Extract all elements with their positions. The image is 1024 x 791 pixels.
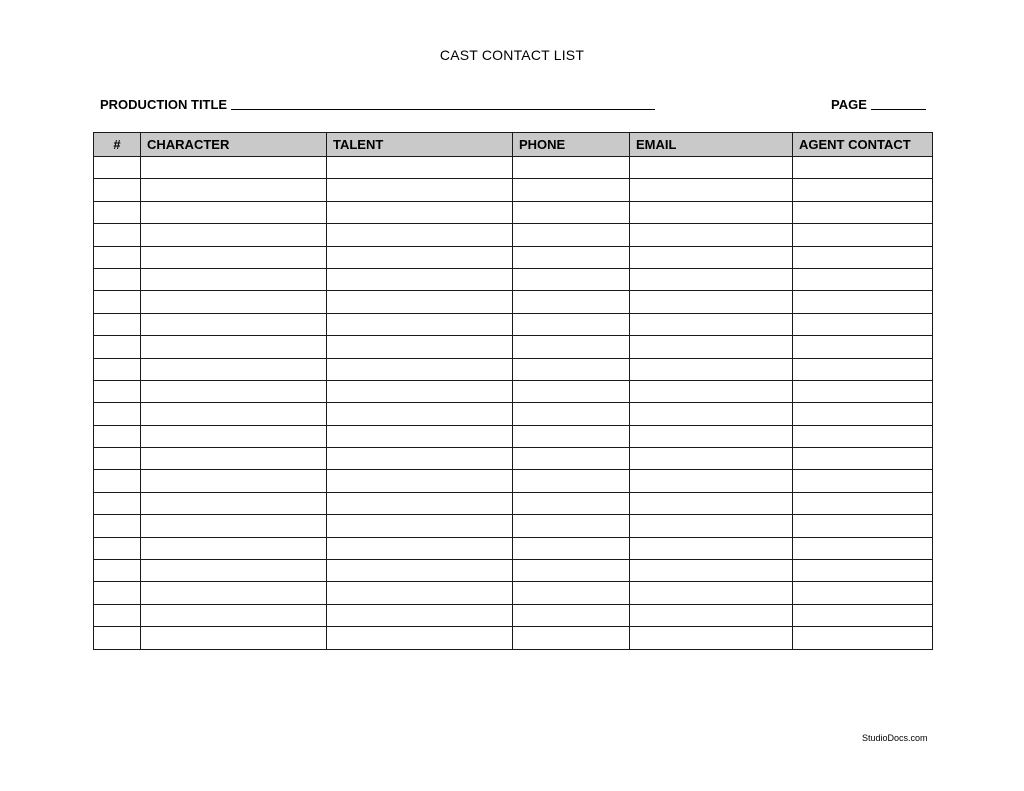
cast-contact-table: [93, 132, 933, 650]
cell-number[interactable]: [94, 268, 141, 290]
cell-phone[interactable]: [513, 201, 630, 223]
cell-phone[interactable]: [513, 246, 630, 268]
table-row: [94, 582, 933, 604]
cell-agent-contact[interactable]: [793, 179, 933, 201]
cell-agent-contact[interactable]: [793, 380, 933, 402]
cell-number[interactable]: [94, 380, 141, 402]
table-header-row: [94, 133, 933, 157]
header-character: CHARACTER: [141, 133, 327, 157]
cell-agent-contact[interactable]: [793, 358, 933, 380]
table-row: [94, 515, 933, 537]
cell-character[interactable]: [141, 358, 327, 380]
cell-phone[interactable]: [513, 582, 630, 604]
cell-talent[interactable]: [327, 537, 513, 559]
cell-email[interactable]: [630, 291, 793, 313]
cell-number[interactable]: [94, 448, 141, 470]
production-title-field: [100, 94, 655, 112]
cell-number[interactable]: [94, 291, 141, 313]
cell-email[interactable]: [630, 560, 793, 582]
page-number-blank[interactable]: [871, 95, 926, 110]
cell-number[interactable]: [94, 425, 141, 447]
cell-character[interactable]: [141, 470, 327, 492]
cell-agent-contact[interactable]: [793, 492, 933, 514]
cell-phone[interactable]: [513, 291, 630, 313]
cell-agent-contact[interactable]: [793, 336, 933, 358]
cell-talent[interactable]: [327, 224, 513, 246]
cell-phone[interactable]: [513, 470, 630, 492]
cell-character[interactable]: [141, 291, 327, 313]
cell-email[interactable]: [630, 403, 793, 425]
cell-phone[interactable]: [513, 425, 630, 447]
cell-agent-contact[interactable]: [793, 515, 933, 537]
cell-character[interactable]: [141, 425, 327, 447]
table-row: [94, 358, 933, 380]
cell-talent[interactable]: [327, 358, 513, 380]
cell-agent-contact[interactable]: [793, 224, 933, 246]
cell-email[interactable]: [630, 470, 793, 492]
cell-email[interactable]: [630, 201, 793, 223]
cell-character[interactable]: [141, 268, 327, 290]
cell-talent[interactable]: [327, 201, 513, 223]
cell-character[interactable]: [141, 604, 327, 626]
cell-character[interactable]: [141, 492, 327, 514]
table-row: [94, 403, 933, 425]
cell-character[interactable]: [141, 448, 327, 470]
header-agent-contact: AGENT CONTACT: [793, 133, 933, 157]
cell-email[interactable]: [630, 358, 793, 380]
cell-agent-contact[interactable]: [793, 246, 933, 268]
cell-character[interactable]: [141, 179, 327, 201]
table-body: [94, 157, 933, 650]
cell-number[interactable]: [94, 246, 141, 268]
table-row: [94, 246, 933, 268]
cell-agent-contact[interactable]: [793, 291, 933, 313]
cell-talent[interactable]: [327, 268, 513, 290]
cell-talent[interactable]: [327, 313, 513, 335]
cell-phone[interactable]: [513, 448, 630, 470]
header-talent: TALENT: [327, 133, 513, 157]
footer-brand: StudioDocs.com: [862, 733, 928, 743]
table-row: [94, 425, 933, 447]
cell-email[interactable]: [630, 425, 793, 447]
cell-talent[interactable]: [327, 560, 513, 582]
cell-character[interactable]: [141, 560, 327, 582]
table-row: [94, 201, 933, 223]
cell-phone[interactable]: [513, 313, 630, 335]
cell-number[interactable]: [94, 179, 141, 201]
table-row: [94, 627, 933, 649]
cell-talent[interactable]: [327, 380, 513, 402]
cell-email[interactable]: [630, 537, 793, 559]
cell-agent-contact[interactable]: [793, 201, 933, 223]
cell-number[interactable]: [94, 492, 141, 514]
cell-email[interactable]: [630, 492, 793, 514]
cell-number[interactable]: [94, 358, 141, 380]
cell-agent-contact[interactable]: [793, 268, 933, 290]
cell-phone[interactable]: [513, 224, 630, 246]
table-row: [94, 470, 933, 492]
cell-character[interactable]: [141, 582, 327, 604]
cell-character[interactable]: [141, 380, 327, 402]
cell-email[interactable]: [630, 179, 793, 201]
cell-email[interactable]: [630, 268, 793, 290]
cell-character[interactable]: [141, 403, 327, 425]
cell-talent[interactable]: [327, 492, 513, 514]
cell-character[interactable]: [141, 336, 327, 358]
cell-phone[interactable]: [513, 380, 630, 402]
cell-character[interactable]: [141, 157, 327, 179]
cell-character[interactable]: [141, 515, 327, 537]
table-row: [94, 537, 933, 559]
cell-agent-contact[interactable]: [793, 560, 933, 582]
cell-agent-contact[interactable]: [793, 627, 933, 649]
cell-talent[interactable]: [327, 627, 513, 649]
cell-email[interactable]: [630, 380, 793, 402]
cell-talent[interactable]: [327, 336, 513, 358]
cell-phone[interactable]: [513, 515, 630, 537]
cell-agent-contact[interactable]: [793, 448, 933, 470]
cell-number[interactable]: [94, 224, 141, 246]
cell-phone[interactable]: [513, 403, 630, 425]
cell-number[interactable]: [94, 582, 141, 604]
cell-number[interactable]: [94, 560, 141, 582]
table-row: [94, 224, 933, 246]
cell-email[interactable]: [630, 157, 793, 179]
cell-number[interactable]: [94, 470, 141, 492]
cell-character[interactable]: [141, 246, 327, 268]
cell-phone[interactable]: [513, 179, 630, 201]
cell-talent[interactable]: [327, 425, 513, 447]
table-row: [94, 492, 933, 514]
cell-phone[interactable]: [513, 358, 630, 380]
cell-talent[interactable]: [327, 246, 513, 268]
cell-email[interactable]: [630, 515, 793, 537]
cell-agent-contact[interactable]: [793, 313, 933, 335]
cell-character[interactable]: [141, 224, 327, 246]
cell-character[interactable]: [141, 627, 327, 649]
cell-agent-contact[interactable]: [793, 604, 933, 626]
cell-phone[interactable]: [513, 604, 630, 626]
table-row: [94, 157, 933, 179]
production-title-blank[interactable]: [231, 95, 655, 110]
cell-talent[interactable]: [327, 604, 513, 626]
cell-number[interactable]: [94, 627, 141, 649]
cell-phone[interactable]: [513, 492, 630, 514]
cell-number[interactable]: [94, 157, 141, 179]
cell-email[interactable]: [630, 582, 793, 604]
cell-email[interactable]: [630, 604, 793, 626]
cell-character[interactable]: [141, 537, 327, 559]
cell-agent-contact[interactable]: [793, 425, 933, 447]
table-row: [94, 291, 933, 313]
cell-phone[interactable]: [513, 560, 630, 582]
document-title: CAST CONTACT LIST: [439, 47, 585, 63]
cell-talent[interactable]: [327, 582, 513, 604]
table-row: [94, 448, 933, 470]
header-email: EMAIL: [630, 133, 793, 157]
table-row: [94, 268, 933, 290]
cell-phone[interactable]: [513, 336, 630, 358]
header-phone: PHONE: [513, 133, 630, 157]
cell-talent[interactable]: [327, 157, 513, 179]
cell-agent-contact[interactable]: [793, 537, 933, 559]
cell-talent[interactable]: [327, 179, 513, 201]
header-number: #: [94, 133, 141, 157]
cell-talent[interactable]: [327, 403, 513, 425]
table-row: [94, 179, 933, 201]
cell-number[interactable]: [94, 403, 141, 425]
cell-agent-contact[interactable]: [793, 157, 933, 179]
production-title-label: PRODUCTION TITLE: [100, 97, 228, 112]
cell-talent[interactable]: [327, 448, 513, 470]
cell-number[interactable]: [94, 336, 141, 358]
cell-email[interactable]: [630, 313, 793, 335]
cell-email[interactable]: [630, 246, 793, 268]
cell-number[interactable]: [94, 537, 141, 559]
table-row: [94, 336, 933, 358]
page-label: PAGE: [831, 97, 867, 112]
cell-number[interactable]: [94, 515, 141, 537]
table-row: [94, 604, 933, 626]
page-number-field: [831, 94, 926, 112]
table-row: [94, 560, 933, 582]
cell-talent[interactable]: [327, 291, 513, 313]
table-row: [94, 380, 933, 402]
cell-phone[interactable]: [513, 268, 630, 290]
cell-phone[interactable]: [513, 157, 630, 179]
cell-talent[interactable]: [327, 470, 513, 492]
cell-agent-contact[interactable]: [793, 403, 933, 425]
cell-number[interactable]: [94, 313, 141, 335]
cell-talent[interactable]: [327, 515, 513, 537]
table-row: [94, 313, 933, 335]
cell-number[interactable]: [94, 201, 141, 223]
cell-agent-contact[interactable]: [793, 582, 933, 604]
cell-number[interactable]: [94, 604, 141, 626]
cell-character[interactable]: [141, 201, 327, 223]
cell-email[interactable]: [630, 627, 793, 649]
cell-character[interactable]: [141, 313, 327, 335]
cell-email[interactable]: [630, 448, 793, 470]
cell-agent-contact[interactable]: [793, 470, 933, 492]
cell-phone[interactable]: [513, 537, 630, 559]
cell-email[interactable]: [630, 336, 793, 358]
cell-phone[interactable]: [513, 627, 630, 649]
cell-email[interactable]: [630, 224, 793, 246]
